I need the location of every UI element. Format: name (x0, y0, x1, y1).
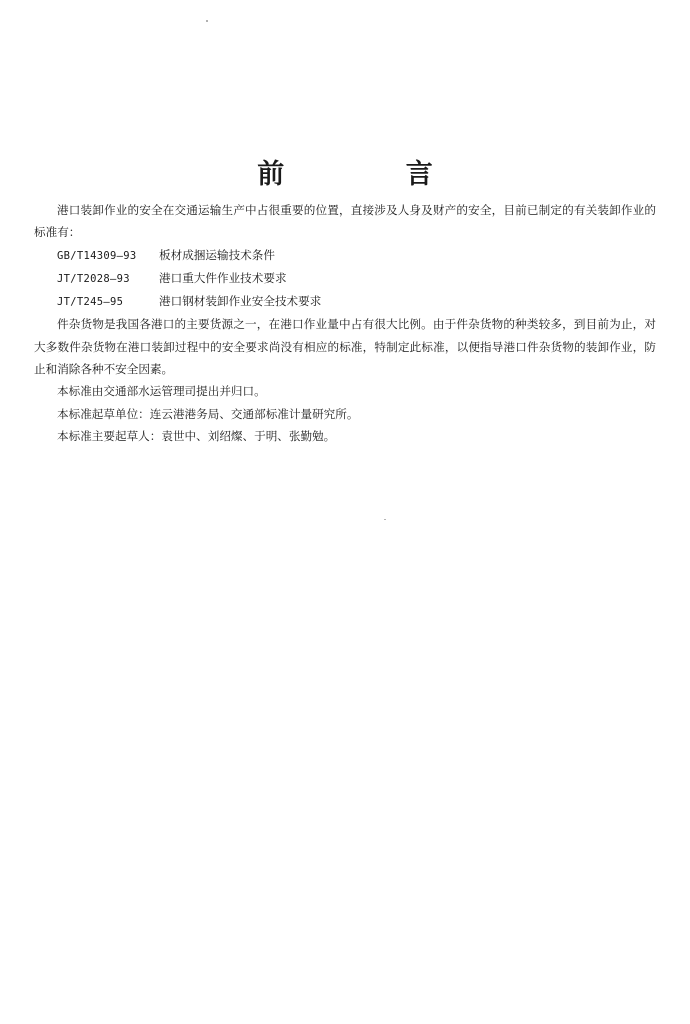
drafting-unit-paragraph: 本标准起草单位：连云港港务局、交通部标准计量研究所。 (57, 406, 359, 421)
standard-name: 港口钢材装卸作业安全技术要求 (159, 294, 322, 309)
foreword-body (34, 199, 656, 447)
standard-item (34, 290, 656, 313)
drafters-paragraph: 本标准主要起草人：袁世中、刘绍燦、于明、张勤勉。 (57, 428, 336, 443)
scan-speck (384, 519, 386, 520)
standard-code: JT/T245—95 (57, 296, 124, 309)
page-title: 前 言 (257, 159, 489, 190)
standard-code: GB/T14309—93 (57, 249, 137, 262)
background-paragraph: 件杂货物是我国各港口的主要货源之一，在港口作业量中占有很大比例。由于件杂货物的种类较多，到目前为止，对大多数件杂货物在港口装卸过程中的安全要求尚没有相应的标准，特制定此标准，以便指导港口件杂货物的装卸作业，防止和消除各种不安全因素。 (34, 317, 656, 377)
standard-name: 板材成捆运输技术条件 (159, 247, 275, 262)
standard-code: JT/T2028—93 (57, 272, 130, 285)
standards-list (34, 244, 656, 314)
scan-speck (206, 20, 208, 22)
standard-item (34, 267, 656, 290)
standard-name: 港口重大件作业技术要求 (159, 270, 287, 285)
intro-paragraph: 港口装卸作业的安全在交通运输生产中占很重要的位置，直接涉及人身及财产的安全，目前已制定的有关装卸作业的标准有： (34, 203, 656, 240)
proposer-paragraph: 本标准由交通部水运管理司提出并归口。 (57, 384, 266, 399)
standard-item (34, 244, 656, 267)
